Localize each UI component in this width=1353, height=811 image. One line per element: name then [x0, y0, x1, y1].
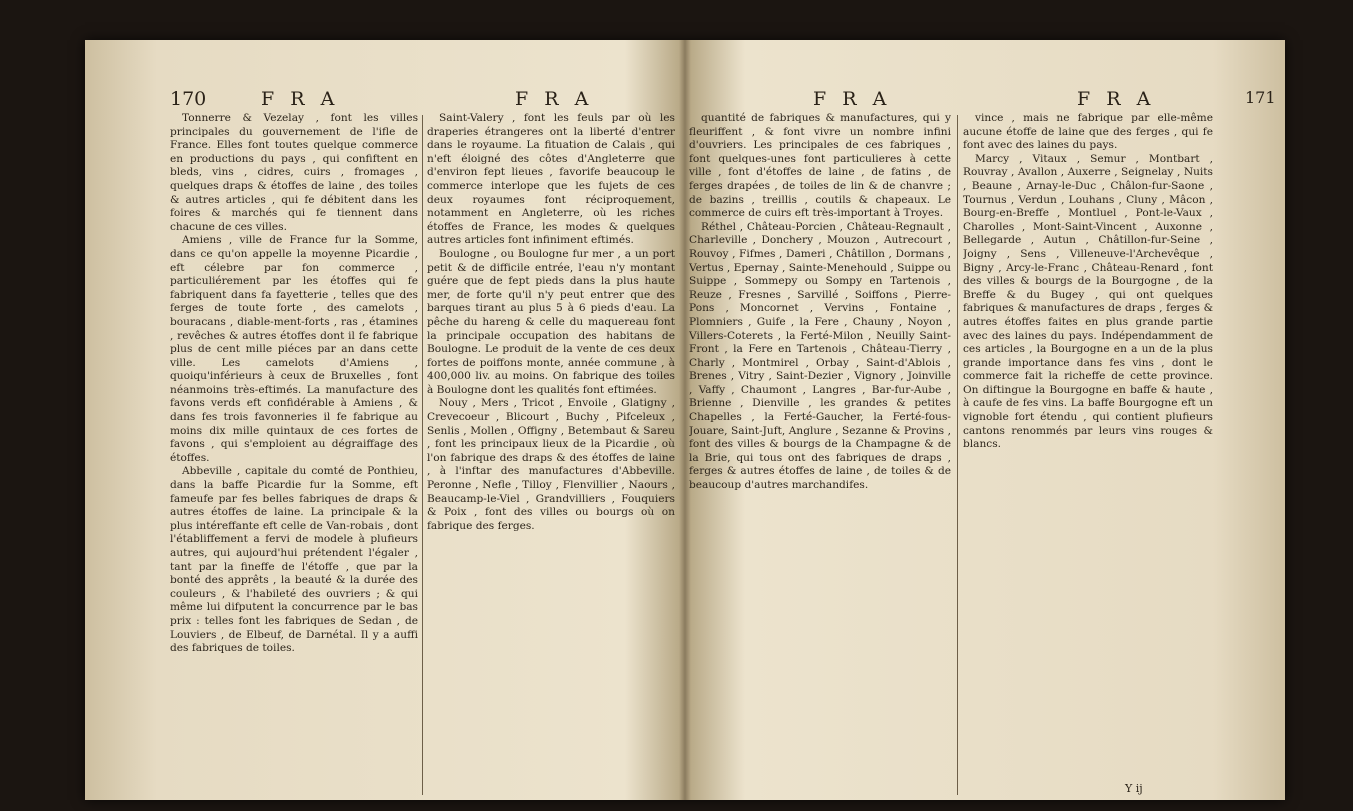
- running-head: F R A: [261, 88, 340, 110]
- left-page-header: [85, 88, 685, 112]
- paragraph: quantité de fabriques & manufactures, qui y fleuriffent , & font vivre un nombre infini d'ouvriers. Les principales de ces fabriques , font quelques-unes font particulieres à cette ville , font d'étoffes de laine , de fatins , de ferges drapées , de toiles de lin & de chanvre ; de bazins , treillis , coutils & chapeaux. Le commerce de cuirs eft très-important à Troyes.: [689, 112, 951, 220]
- paragraph: Saint-Valery , font les feuls par où les draperies étrangeres ont la liberté d'entrer dans le royaume. La fituation de Calais , qui n'eft éloigné des côtes d'Angleterre que d'environ fept lieues , favorife beaucoup le commerce interlope que les fujets de ces deux royaumes font réciproquement, notamment en Angleterre, où les riches étoffes de France, les modes & quelques autres articles font infiniment eftimés.: [427, 112, 675, 247]
- column-divider: [957, 115, 958, 795]
- paragraph: Marcy , Vitaux , Semur , Montbart , Rouvray , Avallon , Auxerre , Seignelay , Nuits , Beaune , Arnay-le-Duc , Châlon-fur-Saone , Tournus , Verdun , Louhans , Cluny , Mâcon , Bourg-en-Breffe , Montluel , Pont-le-Vaux , Charolles , Mont-Saint-Vincent , Auxonne , Bellegarde , Autun , Châtillon-fur-Seine , Joigny , Sens , Villeneuve-l'Archevêque , Bigny , Arcy-le-Franc , Château-Renard , font des villes & bourgs de la Bourgogne , de la Breffe & du Bugey , qui ont quelques fabriques & manufactures de draps , ferges & autres étoffes faites en plus grande partie avec des laines du pays. Indépendamment de ces articles , la Bourgogne en a un de la plus grande importance dans fes vins , dont le commerce fait la richeffe de cette province. On diftingue la Bourgogne en baffe & haute , à caufe de fes vins. La baffe Bourgogne eft un vignoble fort étendu , qui contient plufieurs cantons renommés par leurs vins rouges & blancs.: [963, 152, 1213, 451]
- text-column: [963, 112, 1213, 792]
- running-head: F R A: [515, 88, 594, 110]
- open-book: [85, 40, 1285, 800]
- signature-mark: Y ij: [1125, 782, 1143, 795]
- page-number: 171: [1245, 88, 1276, 107]
- running-head: F R A: [813, 88, 892, 110]
- left-page: [85, 40, 685, 800]
- paragraph: vince , mais ne fabrique par elle-même aucune étoffe de laine que des ferges , qui fe font avec des laines du pays.: [963, 112, 1213, 152]
- right-page: [685, 40, 1285, 800]
- right-page-header: [685, 88, 1285, 112]
- paragraph: Boulogne , ou Boulogne fur mer , a un port petit & de difficile entrée, l'eau n'y montant guére que de fept pieds dans la plus haute mer, de forte qu'il n'y peut entrer que des barques tirant au plus 5 à 6 pieds d'eau. La pêche du hareng & celle du maquereau font la principale occupation des habitans de Boulogne. Le produit de la vente de ces deux fortes de poiffons monte, année commune , à 400,000 liv. au moins. On fabrique des toiles à Boulogne dont les qualités font eftimées.: [427, 247, 675, 396]
- text-column: [427, 112, 675, 792]
- column-divider: [422, 115, 423, 795]
- text-column: [170, 112, 418, 792]
- paragraph: Réthel , Château-Porcien , Château-Regnault , Charleville , Donchery , Mouzon , Autrecourt , Rouvoy , Fifmes , Dameri , Châtillon , Dormans , Vertus , Epernay , Sainte-Menehould , Suippe ou Suippe , Sommepy ou Sompy en Tartenois , Reuze , Fresnes , Sarvillé , Soiffons , Pierre-Pons , Moncornet , Vervins , Fontaine , Plomniers , Guife , la Fere , Chauny , Noyon , Villers-Coterets , la Ferté-Milon , Neuilly Saint-Front , la Fere en Tartenois , Château-Tierry , Charly , Montmirel , Orbay , Saint-d'Ablois , Brenes , Vitry , Saint-Dezier , Vignory , Joinville , Vaffy , Chaumont , Langres , Bar-fur-Aube , Brienne , Dienville , les grandes & petites Chapelles , la Ferté-Gaucher, la Ferté-fous-Jouare, Saint-Juft, Anglure , Sezanne & Provins , font des villes & bourgs de la Champagne & de la Brie, qui tous ont des fabriques de draps , ferges & autres étoffes de laine , de toiles & de beaucoup d'autres marchandifes.: [689, 220, 951, 492]
- paragraph: Abbeville , capitale du comté de Ponthieu, dans la baffe Picardie fur la Somme, eft fameufe par fes belles fabriques de draps & autres étoffes de laine. La principale & la plus intéreffante eft celle de Van-robais , dont l'établiffement a fervi de modele à plufieurs autres, qui aujourd'hui prétendent l'égaler , tant par la fineffe de l'étoffe , que par la bonté des apprêts , la beauté & la durée des couleurs , & l'habileté des ouvriers ; & qui même lui difputent la concurrence par le bas prix : telles font les fabriques de Sedan , de Louviers , de Elbeuf, de Darnétal. Il y a auffi des fabriques de toiles.: [170, 465, 418, 655]
- page-number: 170: [170, 88, 207, 110]
- text-column: [689, 112, 951, 792]
- paragraph: Tonnerre & Vezelay , font les villes principales du gouvernement de l'ifle de France. Elles font toutes quelque commerce en productions du pays , qui confiftent en bleds, vins , cidres, cuirs , fromages , quelques draps & étoffes de laine , des toiles & autres articles , qui fe débitent dans les foires & marchés qui fe tiennent dans chacune de ces villes.: [170, 112, 418, 233]
- running-head: F R A: [1077, 88, 1156, 110]
- paragraph: Amiens , ville de France fur la Somme, dans ce qu'on appelle la moyenne Picardie , eft célebre par fon commerce , particuliérement par les étoffes qui fe fabriquent dans fa fayetterie , telles que des ferges de toute forte , des camelots , bouracans , diable-ment-forts , ras , étamines , revêches & autres étoffes dont il fe fabrique plus de cent mille piéces par an dans cette ville. Les camelots d'Amiens , quoiqu'inférieurs à ceux de Bruxelles , font néanmoins très-eftimés. La manufacture des favons verds eft confidérable à Amiens , & dans fes trois favonneries il fe fabrique au moins dix mille quintaux de ces fortes de favons , qui s'emploient au dégraiffage des étoffes.: [170, 234, 418, 464]
- paragraph: Nouy , Mers , Tricot , Envoile , Glatigny , Crevecoeur , Blicourt , Buchy , Pifceleux , Senlis , Mollen , Offigny , Betembaut & Sareu , font les principaux lieux de la Picardie , où l'on fabrique des draps & des étoffes de laine , à l'inftar des manufactures d'Abbeville. Peronne , Nefle , Tilloy , Flenvillier , Naours , Beaucamp-le-Viel , Grandvilliers , Fouquiers & Poix , font des villes ou bourgs où on fabrique des ferges.: [427, 397, 675, 532]
